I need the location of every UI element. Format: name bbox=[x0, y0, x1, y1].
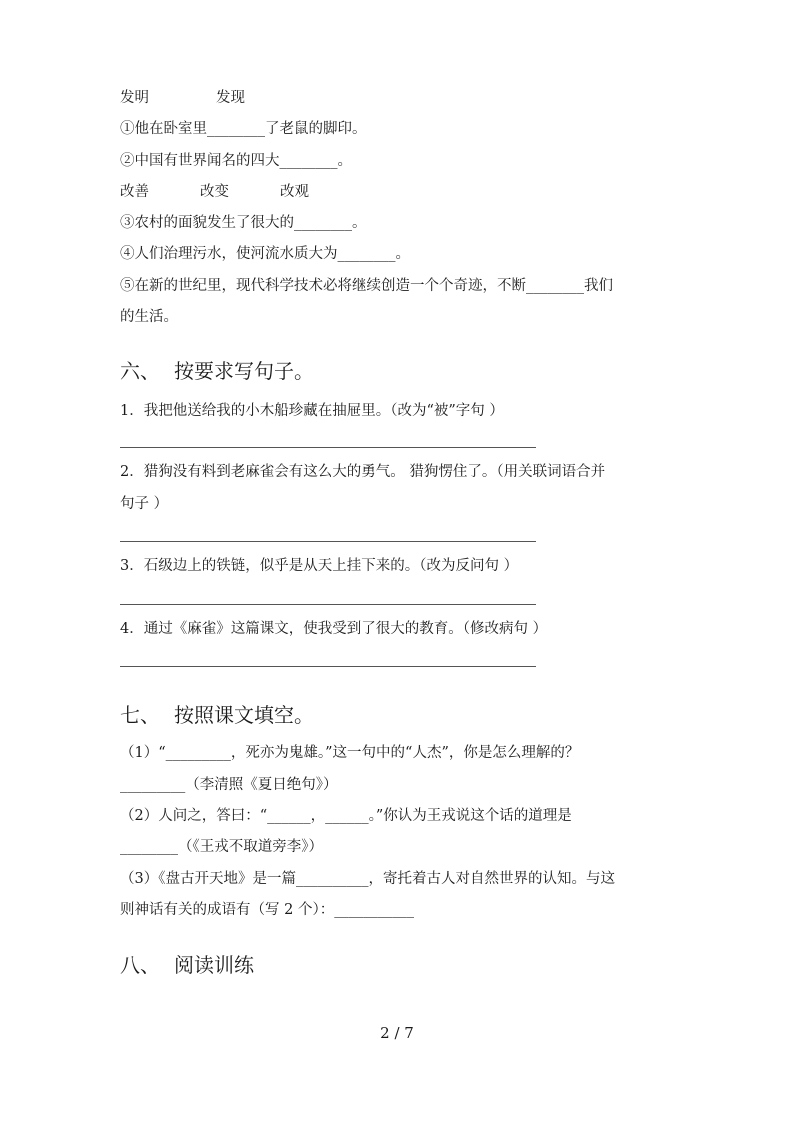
section-title: 阅读训练 bbox=[174, 953, 254, 977]
fill-question-5-cont: 的生活。 bbox=[120, 309, 178, 325]
section-number: 六、 bbox=[120, 359, 160, 383]
answer-line[interactable] bbox=[120, 666, 536, 667]
word-option: 改变 bbox=[200, 184, 229, 200]
section-number: 七、 bbox=[120, 703, 160, 727]
answer-line[interactable] bbox=[120, 447, 536, 448]
recall-question-3-cont: 则神话有关的成语有（写 2 个）：___________ bbox=[120, 902, 414, 918]
recall-question-1-cont: _________（李清照《夏日绝句》） bbox=[120, 777, 338, 793]
word-choice-group-1 bbox=[120, 88, 245, 108]
section-heading-7 bbox=[120, 701, 314, 729]
recall-question-3: （3）《盘古开天地》是一篇__________，寄托着古人对自然世界的认知。与这 bbox=[120, 871, 615, 887]
fill-question-4: ④人们治理污水，使河流水质大为________。 bbox=[120, 246, 410, 262]
word-option: 发现 bbox=[216, 90, 245, 106]
recall-question-2-cont: ________（《王戎不取道旁李》） bbox=[120, 839, 323, 855]
fill-question-2: ②中国有世界闻名的四大________。 bbox=[120, 153, 352, 169]
fill-question-3: ③农村的面貌发生了很大的________。 bbox=[120, 215, 367, 231]
word-option: 改善 bbox=[120, 184, 149, 200]
section-heading-6 bbox=[120, 357, 314, 385]
rewrite-question-2: 2．猎狗没有料到老麻雀会有这么大的勇气。 猎狗愣住了。（用关联词语合并 bbox=[120, 464, 606, 480]
rewrite-question-1: 1．我把他送给我的小木船珍藏在抽屉里。（改为“被”字句 ） bbox=[120, 403, 504, 419]
section-heading-8 bbox=[120, 951, 254, 979]
section-title: 按要求写句子。 bbox=[174, 359, 314, 383]
recall-question-2: （2）人问之，答曰：“______，______。”你认为王戎说这个话的道理是 bbox=[120, 808, 572, 824]
word-option: 改观 bbox=[280, 184, 309, 200]
word-option: 发明 bbox=[120, 90, 149, 106]
page-number: 2 / 7 bbox=[380, 1024, 414, 1042]
fill-question-1: ①他在卧室里________了老鼠的脚印。 bbox=[120, 121, 367, 137]
word-choice-group-2 bbox=[120, 182, 309, 202]
section-number: 八、 bbox=[120, 953, 160, 977]
rewrite-question-4: 4．通过《麻雀》这篇课文，使我受到了很大的教育。（修改病句 ） bbox=[120, 621, 548, 637]
section-title: 按照课文填空。 bbox=[174, 703, 314, 727]
answer-line[interactable] bbox=[120, 541, 536, 542]
fill-question-5: ⑤在新的世纪里，现代科学技术必将继续创造一个个奇迹，不断________我们 bbox=[120, 278, 613, 294]
rewrite-question-2-cont: 句子 ） bbox=[120, 496, 169, 512]
rewrite-question-3: 3．石级边上的铁链，似乎是从天上挂下来的。（改为反问句 ） bbox=[120, 558, 519, 574]
answer-line[interactable] bbox=[120, 604, 536, 605]
recall-question-1: （1）“_________，死亦为鬼雄。”这一句中的“人杰”，你是怎么理解的？ bbox=[120, 745, 580, 761]
